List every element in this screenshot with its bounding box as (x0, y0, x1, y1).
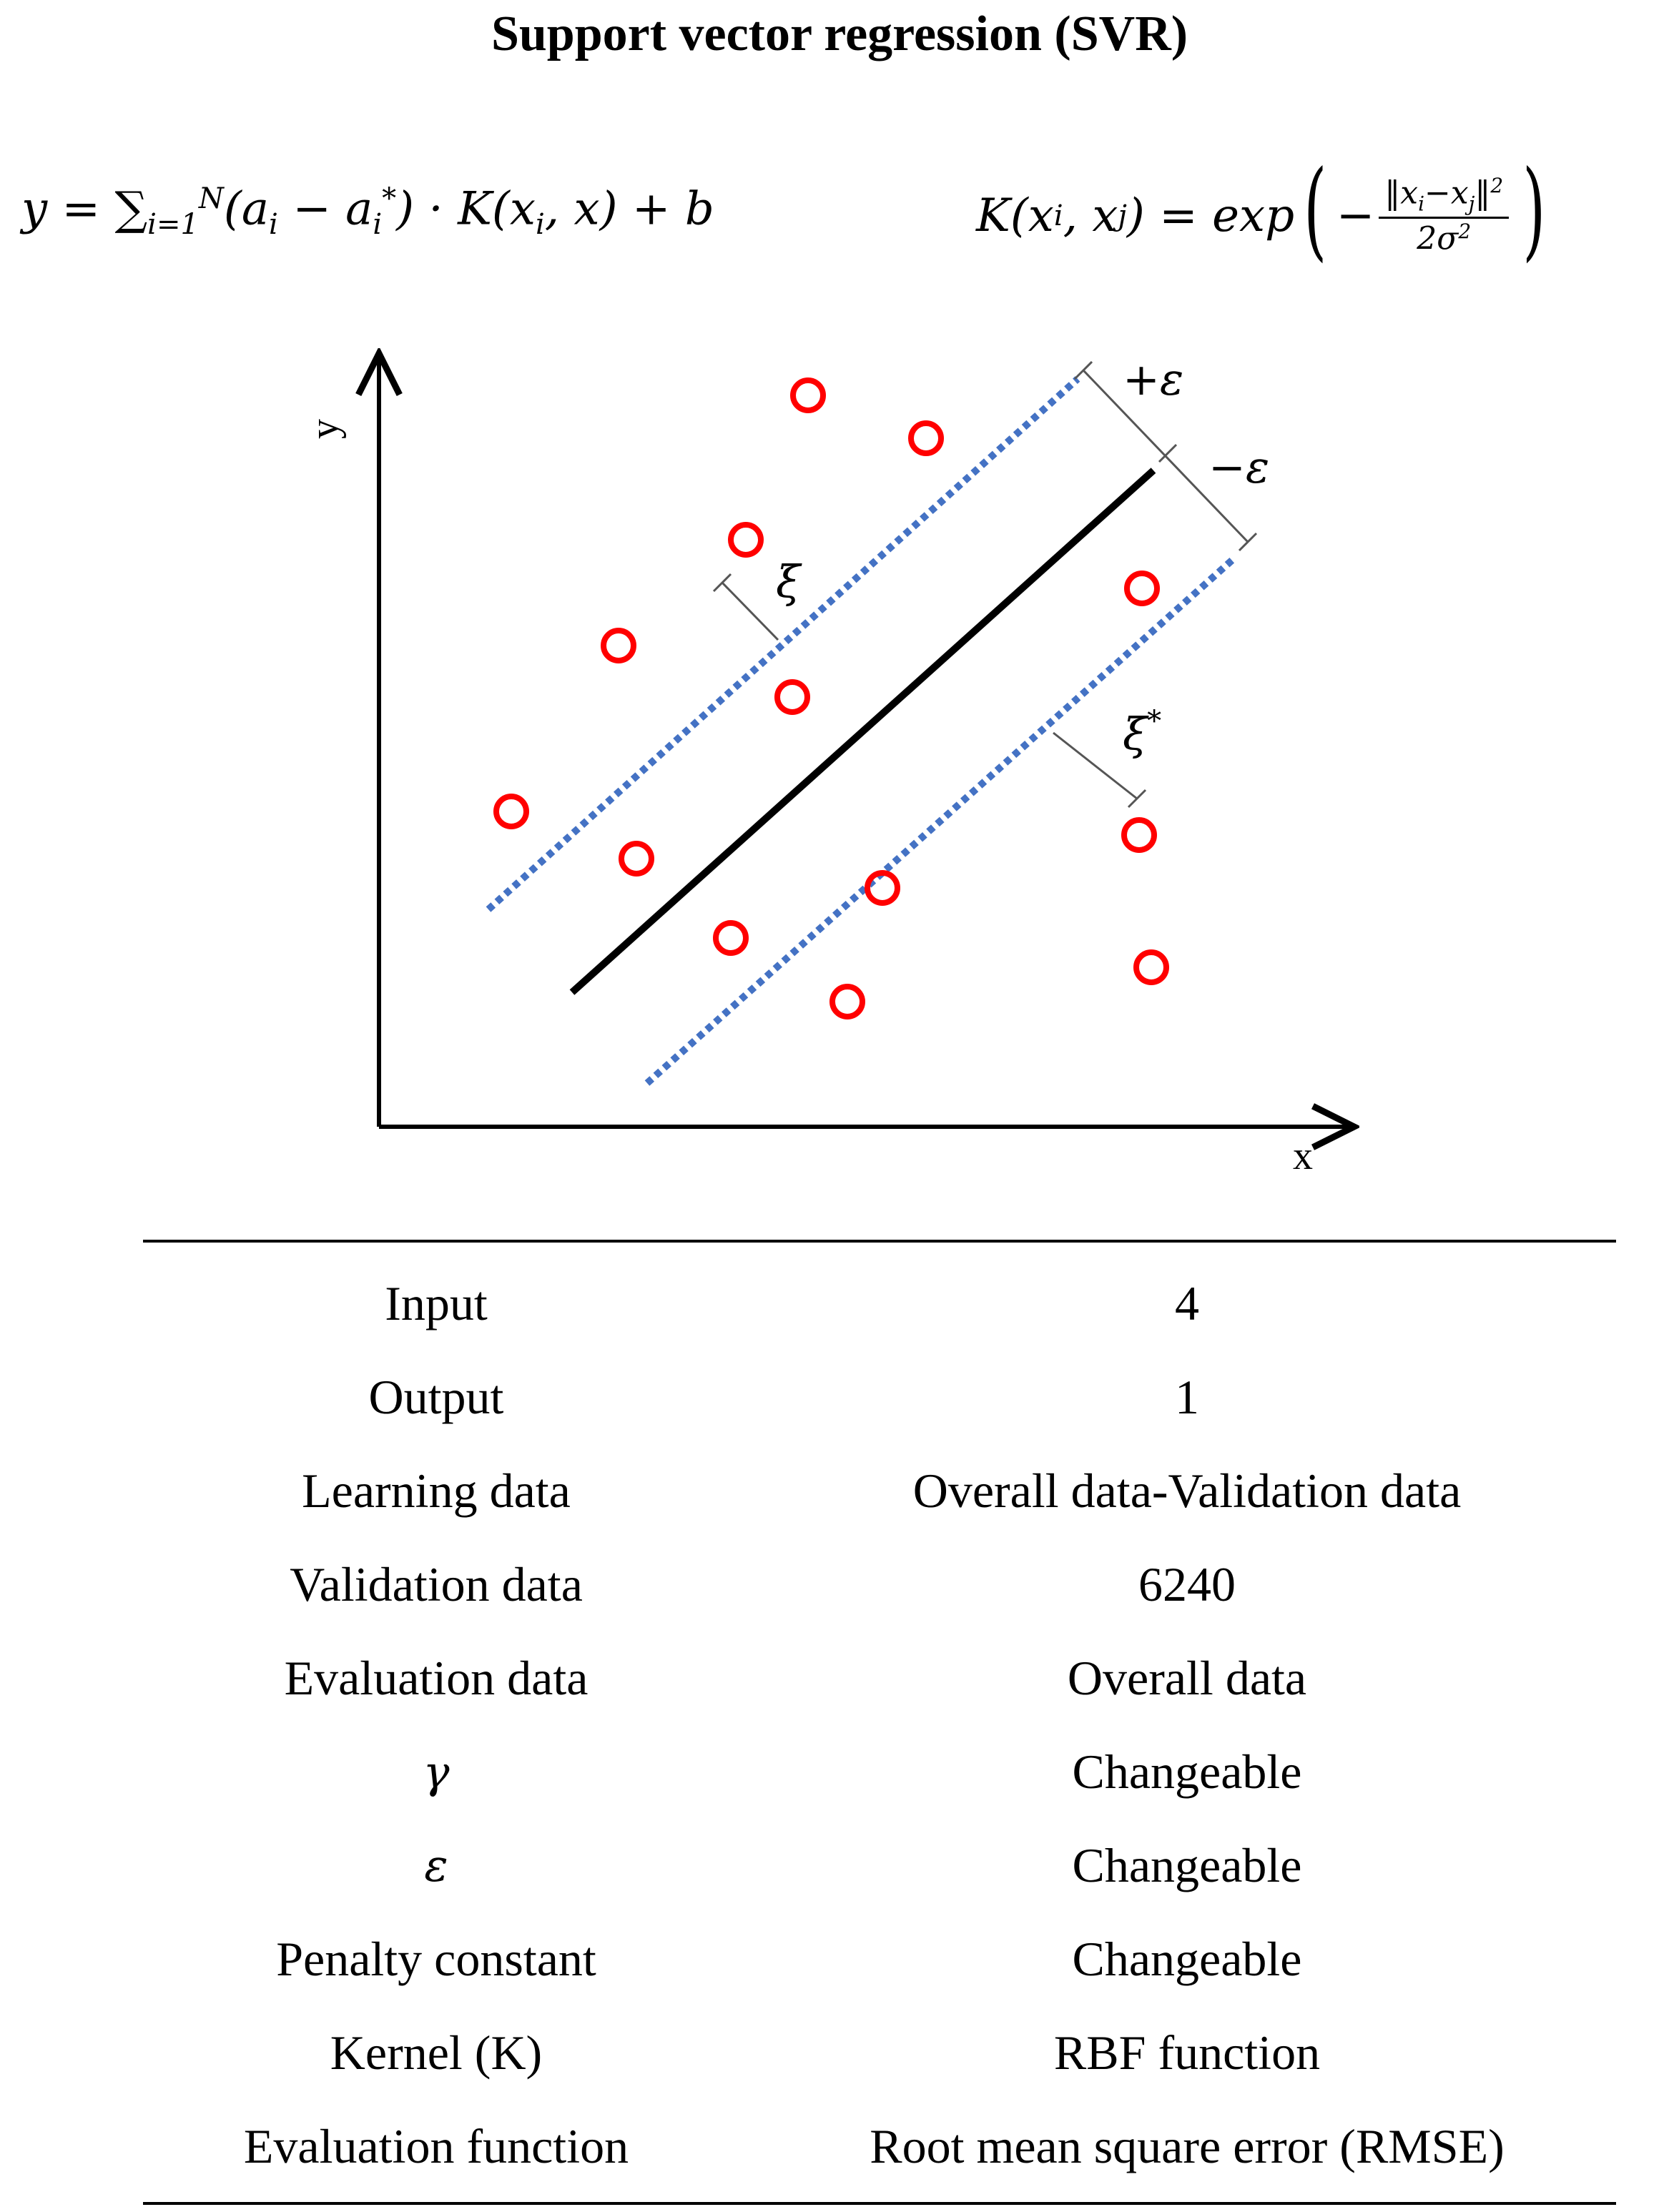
table-row (143, 1444, 1616, 1538)
param-value: RBF function (1053, 2025, 1321, 2080)
data-point (1127, 573, 1157, 603)
param-value: 6240 (1138, 1557, 1236, 1611)
eq-lhs: y (21, 182, 48, 236)
param-value: 1 (1175, 1370, 1199, 1424)
param-value: 4 (1175, 1276, 1199, 1330)
data-point (1136, 952, 1166, 982)
param-value: Changeable (1072, 1932, 1302, 1986)
fraction-denominator: $2\sigma^2$ (1417, 219, 1472, 257)
minus-epsilon-label: −ε (1208, 441, 1270, 493)
sum-upper: N (198, 182, 224, 215)
y-axis-label: y (302, 419, 347, 439)
param-name: Evaluation data (284, 1651, 589, 1705)
param-name: γ (423, 1746, 450, 1798)
data-point (731, 525, 761, 555)
data-point (604, 631, 634, 661)
param-name: Input (385, 1276, 488, 1330)
data-point (621, 844, 651, 874)
data-point (1124, 820, 1154, 850)
table-bottom-rule (143, 2202, 1616, 2205)
regression-line (572, 470, 1153, 992)
left-paren: ( (1304, 148, 1327, 272)
kernel-equation: K(x i , x j ) = exp ( − $\frac{‖x_i-x_j‖^2}{2\sigma^2}$ ) (976, 148, 1546, 272)
x-axis-label: x (1293, 1134, 1313, 1178)
param-name: Evaluation function (243, 2119, 629, 2173)
data-point (832, 987, 862, 1017)
table-row (143, 1725, 1616, 1819)
xi-marker (714, 574, 778, 640)
figure-title: Support vector regression (SVR) (491, 6, 1188, 61)
svr-equation: $y = \sum_{i=1}^N(a_i - a_i^*) \cdot K(x_i$, x) + b (21, 182, 714, 242)
table-row (143, 2006, 1616, 2100)
param-name: Kernel (K) (330, 2025, 543, 2080)
data-point (716, 923, 746, 953)
right-paren: ) (1522, 148, 1546, 272)
table-row (143, 1351, 1616, 1444)
param-name: Output (368, 1370, 504, 1424)
param-name: Penalty constant (276, 1932, 596, 1986)
data-point (793, 380, 823, 410)
param-value: Changeable (1072, 1744, 1302, 1799)
plus-epsilon-label: +ε (1123, 353, 1184, 405)
param-name: Learning data (302, 1463, 571, 1518)
param-value: Overall data (1067, 1651, 1307, 1705)
sum-symbol: ∑ (114, 182, 148, 236)
param-name: ε (424, 1840, 448, 1892)
upper-margin-line (488, 379, 1078, 909)
table-row (143, 1819, 1616, 1912)
param-name: Validation data (290, 1557, 583, 1611)
table-row (143, 1912, 1616, 2006)
data-point (496, 796, 526, 826)
table-row (143, 2100, 1616, 2193)
param-value: Changeable (1072, 1838, 1302, 1892)
xi-star-label: ξ* (1123, 705, 1162, 760)
param-value: Root mean square error (RMSE) (870, 2119, 1505, 2173)
sum-lower: i=1 (147, 208, 199, 242)
table-row (143, 1538, 1616, 1631)
table-row (143, 1631, 1616, 1725)
parameter-table (143, 1257, 1616, 2193)
data-point (777, 682, 807, 712)
fraction-numerator: $‖x_i-x_j‖^2$ (1379, 173, 1509, 218)
data-point (911, 423, 941, 453)
table-top-rule (143, 1240, 1616, 1243)
xi-label: ξ (776, 556, 801, 608)
param-value: Overall data-Validation data (912, 1463, 1462, 1518)
table-row (143, 1257, 1616, 1351)
